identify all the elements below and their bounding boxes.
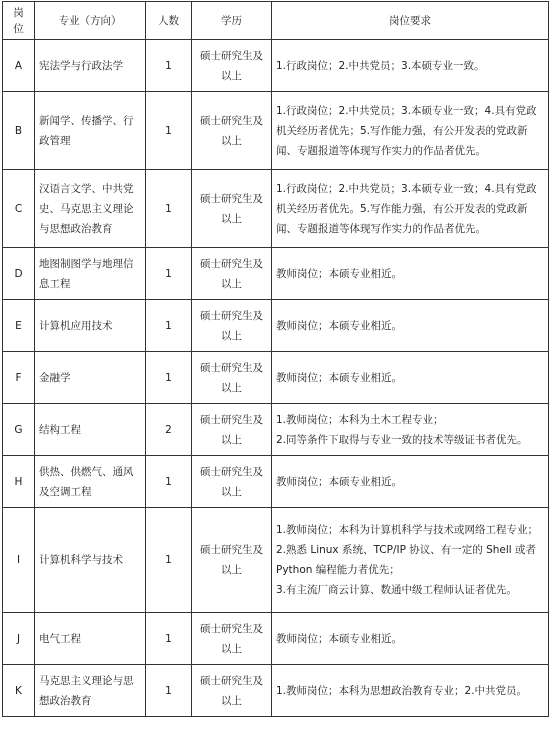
count-cell: 1 [146, 665, 192, 717]
requirement-line: 1.行政岗位；2.中共党员；3.本硕专业一致。 [276, 59, 485, 72]
major-cell: 金融学 [35, 352, 146, 404]
post-cell: B [3, 92, 35, 170]
education-cell: 硕士研究生及以上 [192, 508, 272, 613]
table-row [3, 613, 549, 665]
education-cell: 硕士研究生及以上 [192, 352, 272, 404]
major-cell: 计算机科学与技术 [35, 508, 146, 613]
education-cell: 硕士研究生及以上 [192, 613, 272, 665]
count-cell: 1 [146, 456, 192, 508]
major-cell: 供热、供燃气、通风及空调工程 [35, 456, 146, 508]
header-education: 学历 [192, 2, 272, 40]
requirements-cell [272, 508, 549, 613]
requirements-cell [272, 40, 549, 92]
major-cell: 马克思主义理论与思想政治教育 [35, 665, 146, 717]
requirement-line: 1.行政岗位；2.中共党员；3.本硕专业一致；4.具有党政机关经历者优先；5.写作能力强，有公开发表的党政新闻、专题报道等体现写作实力的作品者优先。 [276, 104, 537, 157]
count-cell: 1 [146, 300, 192, 352]
table-row [3, 248, 549, 300]
header-major: 专业（方向） [35, 2, 146, 40]
count-cell: 1 [146, 508, 192, 613]
post-cell: F [3, 352, 35, 404]
post-cell: J [3, 613, 35, 665]
post-cell: H [3, 456, 35, 508]
education-cell: 硕士研究生及以上 [192, 40, 272, 92]
requirements-cell [272, 92, 549, 170]
table-row [3, 92, 549, 170]
count-cell: 1 [146, 613, 192, 665]
header-requirements: 岗位要求 [272, 2, 549, 40]
requirement-line: 1.教师岗位；本科为思想政治教育专业；2.中共党员。 [276, 684, 528, 697]
header-post: 岗位 [3, 2, 35, 40]
post-cell: C [3, 170, 35, 248]
table-row [3, 170, 549, 248]
table-row [3, 300, 549, 352]
requirement-line: 教师岗位；本硕专业相近。 [276, 475, 402, 488]
requirements-cell [272, 456, 549, 508]
education-cell: 硕士研究生及以上 [192, 92, 272, 170]
count-cell: 1 [146, 352, 192, 404]
post-cell: I [3, 508, 35, 613]
education-cell: 硕士研究生及以上 [192, 300, 272, 352]
major-cell: 宪法学与行政法学 [35, 40, 146, 92]
post-cell: A [3, 40, 35, 92]
table-row [3, 404, 549, 456]
requirement-line: 3.有主流厂商云计算、数通中级工程师认证者优先。 [276, 584, 518, 596]
count-cell: 1 [146, 248, 192, 300]
education-cell: 硕士研究生及以上 [192, 456, 272, 508]
requirement-line: 1.教师岗位；本科为计算机科学与技术或网络工程专业；2.熟悉 Linux 系统、TCP/IP 协议、有一定的 Shell 或者 Python 编程能力者优先； [276, 524, 539, 576]
post-cell: K [3, 665, 35, 717]
requirement-line: 教师岗位；本硕专业相近。 [276, 632, 402, 645]
requirement-line: 1.行政岗位；2.中共党员；3.本硕专业一致；4.具有党政机关经历者优先。5.写作能力强，有公开发表的党政新闻、专题报道等体现写作实力的作品者优先。 [276, 182, 537, 235]
post-cell: E [3, 300, 35, 352]
education-cell: 硕士研究生及以上 [192, 248, 272, 300]
major-cell: 地图制图学与地理信息工程 [35, 248, 146, 300]
post-cell: D [3, 248, 35, 300]
count-cell: 1 [146, 40, 192, 92]
table-row [3, 40, 549, 92]
requirement-line: 教师岗位；本硕专业相近。 [276, 267, 402, 280]
requirements-cell [272, 613, 549, 665]
table-row [3, 456, 549, 508]
major-cell: 结构工程 [35, 404, 146, 456]
count-cell: 2 [146, 404, 192, 456]
education-cell: 硕士研究生及以上 [192, 404, 272, 456]
requirements-cell [272, 665, 549, 717]
requirement-line: 教师岗位；本硕专业相近。 [276, 319, 402, 332]
table-body [3, 40, 549, 717]
table-row [3, 508, 549, 613]
requirement-line: 2.同等条件下取得与专业一致的技术等级证书者优先。 [276, 433, 528, 446]
requirements-cell [272, 300, 549, 352]
requirement-line: 1.教师岗位；本科为土木工程专业； [276, 413, 444, 426]
major-cell: 汉语言文学、中共党史、马克思主义理论与思想政治教育 [35, 170, 146, 248]
requirements-cell [272, 248, 549, 300]
table-row [3, 352, 549, 404]
count-cell: 1 [146, 170, 192, 248]
education-cell: 硕士研究生及以上 [192, 665, 272, 717]
requirements-cell [272, 352, 549, 404]
major-cell: 电气工程 [35, 613, 146, 665]
requirement-line: 教师岗位；本硕专业相近。 [276, 371, 402, 384]
post-cell: G [3, 404, 35, 456]
table-row [3, 665, 549, 717]
header-count: 人数 [146, 2, 192, 40]
requirements-cell [272, 170, 549, 248]
education-cell: 硕士研究生及以上 [192, 170, 272, 248]
count-cell: 1 [146, 92, 192, 170]
major-cell: 计算机应用技术 [35, 300, 146, 352]
recruitment-table [2, 1, 549, 717]
requirements-cell [272, 404, 549, 456]
major-cell: 新闻学、传播学、行政管理 [35, 92, 146, 170]
header-row [3, 2, 549, 40]
